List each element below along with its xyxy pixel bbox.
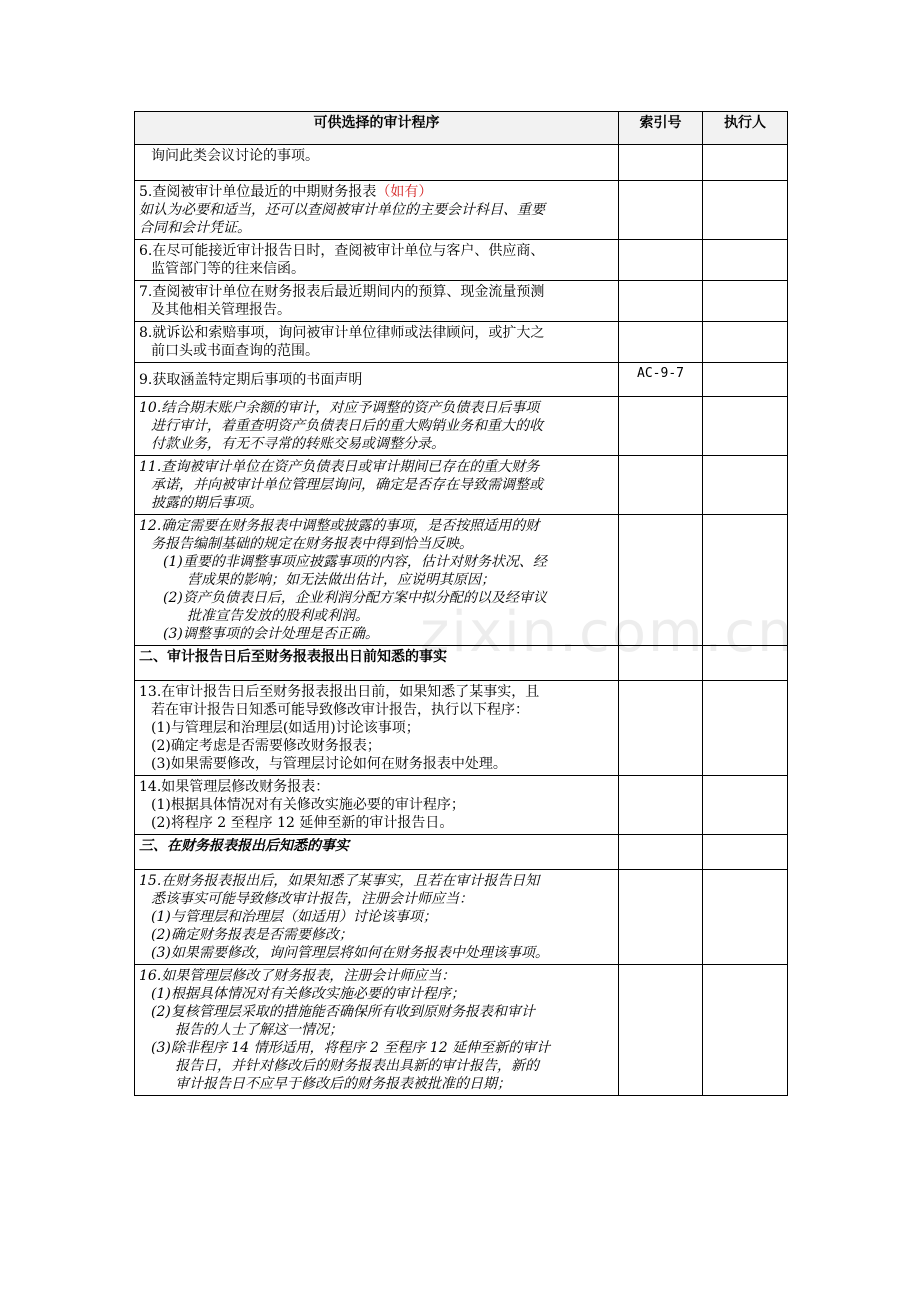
procedure-text: 披露的期后事项。 xyxy=(151,495,263,511)
procedure-text: 询问此类会议讨论的事项。 xyxy=(151,148,319,164)
procedure-subitem: (3)除非程序 14 情形适用，将程序 2 至程序 12 延伸至新的审计 xyxy=(151,1040,551,1056)
procedure-text: 11.查询被审计单位在资产负债表日或审计期间已存在的重大财务 xyxy=(139,459,540,475)
executor-cell xyxy=(703,965,788,1096)
table-row xyxy=(135,515,788,646)
executor-cell xyxy=(703,281,788,322)
table-row xyxy=(135,363,788,397)
procedure-subitem: (1)根据具体情况对有关修改实施必要的审计程序； xyxy=(151,986,465,1002)
procedure-cell xyxy=(135,965,619,1096)
procedure-cell xyxy=(135,515,619,646)
procedure-subitem: (2)复核管理层采取的措施能否确保所有收到原财务报表和审计 xyxy=(151,1004,535,1020)
procedure-text: 如认为必要和适当，还可以查阅被审计单位的主要会计科目、重要 xyxy=(139,202,545,218)
procedure-text: 12.确定需要在财务报表中调整或披露的事项，是否按照适用的财 xyxy=(139,518,540,534)
procedure-subitem: 报告日，并针对修改后的财务报表出具新的审计报告，新的 xyxy=(175,1058,539,1074)
procedure-text: 悉该事实可能导致修改审计报告，注册会计师应当： xyxy=(151,891,473,907)
index-cell xyxy=(619,776,703,835)
if-any-note: （如有） xyxy=(376,184,433,200)
procedure-text: 10.结合期末账户余额的审计，对应予调整的资产负债表日后事项 xyxy=(139,400,540,416)
procedure-cell xyxy=(135,870,619,965)
procedure-cell xyxy=(135,681,619,776)
procedure-text: 8.就诉讼和索赔事项，询问被审计单位律师或法律顾问，或扩大之 xyxy=(139,325,545,341)
executor-cell xyxy=(703,397,788,456)
executor-cell xyxy=(703,870,788,965)
executor-cell xyxy=(703,776,788,835)
executor-cell xyxy=(703,456,788,515)
procedure-cell xyxy=(135,181,619,240)
procedure-cell xyxy=(135,322,619,363)
executor-cell xyxy=(703,835,788,870)
executor-cell xyxy=(703,322,788,363)
executor-cell xyxy=(703,240,788,281)
index-cell xyxy=(619,965,703,1096)
table-row xyxy=(135,145,788,181)
section-title: 二、审计报告日后至财务报表报出日前知悉的事实 xyxy=(135,646,619,681)
procedure-text: 承诺，并向被审计单位管理层询问，确定是否存在导致需调整或 xyxy=(151,477,543,493)
procedure-text: 务报告编制基础的规定在财务报表中得到恰当反映。 xyxy=(151,536,473,552)
section-row xyxy=(135,646,788,681)
index-cell xyxy=(619,646,703,681)
procedure-text: 监管部门等的往来信函。 xyxy=(151,261,305,277)
procedure-text: 15.在财务报表报出后，如果知悉了某事实，且若在审计报告日知 xyxy=(139,873,540,889)
header-procedure: 可供选择的审计程序 xyxy=(135,112,619,145)
index-cell xyxy=(619,397,703,456)
procedure-text: 13.在审计报告日后至财务报表报出日前，如果知悉了某事实，且 xyxy=(139,684,540,700)
section-title: 三、在财务报表报出后知悉的事实 xyxy=(135,835,619,870)
table-header-row xyxy=(135,112,788,145)
procedure-cell xyxy=(135,397,619,456)
procedure-text: 16.如果管理层修改了财务报表，注册会计师应当： xyxy=(139,968,456,984)
table-row xyxy=(135,776,788,835)
executor-cell xyxy=(703,515,788,646)
executor-cell xyxy=(703,181,788,240)
table-row xyxy=(135,965,788,1096)
procedure-cell xyxy=(135,776,619,835)
procedure-text: 9.获取涵盖特定期后事项的书面声明 xyxy=(139,371,363,388)
procedure-text: 14.如果管理层修改财务报表： xyxy=(139,779,330,795)
procedure-text: 5.查阅被审计单位最近的中期财务报表 xyxy=(139,184,377,200)
procedure-text: 合同和会计凭证。 xyxy=(139,220,251,236)
index-cell xyxy=(619,456,703,515)
procedure-subitem: 审计报告日不应早于修改后的财务报表被批准的日期； xyxy=(175,1076,511,1092)
procedure-subitem: (2)资产负债表日后，企业利润分配方案中拟分配的以及经审议 xyxy=(163,590,547,606)
procedure-subitem: (1)根据具体情况对有关修改实施必要的审计程序； xyxy=(151,797,465,813)
table-row xyxy=(135,181,788,240)
procedure-cell xyxy=(135,145,619,181)
procedure-text: 6.在尽可能接近审计报告日时，查阅被审计单位与客户、供应商、 xyxy=(139,243,545,259)
procedure-cell xyxy=(135,363,619,397)
index-cell xyxy=(619,322,703,363)
procedure-subitem: (1)与管理层和治理层(如适用)讨论该事项； xyxy=(151,720,420,736)
procedure-text: 及其他相关管理报告。 xyxy=(151,302,291,318)
table-row xyxy=(135,397,788,456)
header-index: 索引号 xyxy=(619,112,703,145)
procedure-subitem: (2)将程序 2 至程序 12 延伸至新的审计报告日。 xyxy=(151,815,454,831)
executor-cell xyxy=(703,145,788,181)
procedure-subitem: (3)如果需要修改，询问管理层将如何在财务报表中处理该事项。 xyxy=(151,945,549,961)
index-cell xyxy=(619,281,703,322)
procedure-subitem: 批准宣告发放的股利或利润。 xyxy=(187,608,369,624)
index-cell xyxy=(619,145,703,181)
procedure-text: 付款业务，有无不寻常的转账交易或调整分录。 xyxy=(151,436,445,452)
header-executor: 执行人 xyxy=(703,112,788,145)
procedure-subitem: (2)确定财务报表是否需要修改； xyxy=(151,927,353,943)
procedure-cell xyxy=(135,456,619,515)
table-row xyxy=(135,681,788,776)
procedure-text: 7.查阅被审计单位在财务报表后最近期间内的预算、现金流量预测 xyxy=(139,284,545,300)
procedure-subitem: 报告的人士了解这一情况； xyxy=(175,1022,343,1038)
procedure-text: 进行审计，着重查明资产负债表日后的重大购销业务和重大的收 xyxy=(151,418,543,434)
procedure-subitem: (1)重要的非调整事项应披露事项的内容，估计对财务状况、经 xyxy=(163,554,547,570)
procedure-text: 前口头或书面查询的范围。 xyxy=(151,343,319,359)
table-row xyxy=(135,240,788,281)
executor-cell xyxy=(703,646,788,681)
index-cell xyxy=(619,240,703,281)
audit-procedure-table xyxy=(134,111,788,1096)
executor-cell xyxy=(703,681,788,776)
procedure-cell xyxy=(135,281,619,322)
procedure-subitem: 营成果的影响；如无法做出估计，应说明其原因； xyxy=(187,572,495,588)
index-cell xyxy=(619,515,703,646)
index-cell: AC-9-7 xyxy=(619,363,703,397)
watermark: zixin.com.cn xyxy=(420,600,795,665)
section-row xyxy=(135,835,788,870)
executor-cell xyxy=(703,363,788,397)
index-cell xyxy=(619,835,703,870)
index-cell xyxy=(619,681,703,776)
table-row xyxy=(135,456,788,515)
procedure-text: 若在审计报告日知悉可能导致修改审计报告，执行以下程序： xyxy=(151,702,529,718)
procedure-cell xyxy=(135,240,619,281)
procedure-subitem: (2)确定考虑是否需要修改财务报表； xyxy=(151,738,381,754)
procedure-subitem: (3)调整事项的会计处理是否正确。 xyxy=(163,626,379,642)
table-row xyxy=(135,870,788,965)
table-row xyxy=(135,281,788,322)
table-row xyxy=(135,322,788,363)
index-cell xyxy=(619,181,703,240)
procedure-subitem: (1)与管理层和治理层（如适用）讨论该事项； xyxy=(151,909,437,925)
index-cell xyxy=(619,870,703,965)
procedure-subitem: (3)如果需要修改，与管理层讨论如何在财务报表中处理。 xyxy=(151,756,507,772)
